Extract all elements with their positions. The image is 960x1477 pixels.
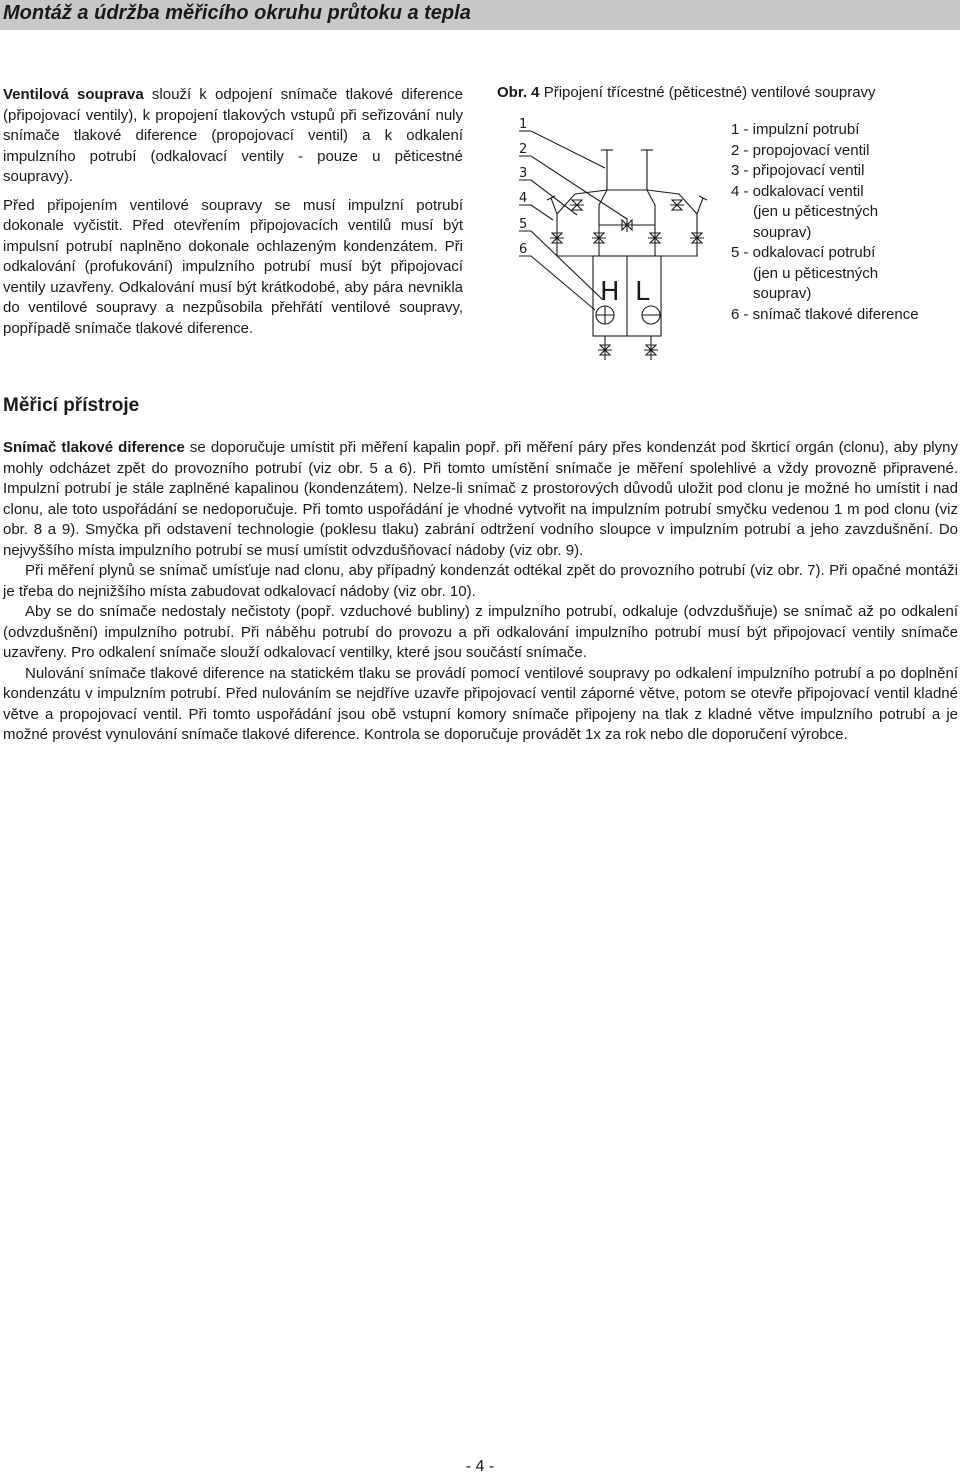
legend-item-6: 6 - snímač tlakové diference bbox=[731, 305, 919, 323]
legend-item-4-note-b: souprav) bbox=[753, 223, 812, 241]
leader-line-6 bbox=[519, 256, 595, 310]
legend-item-3: 3 - připojovací ventil bbox=[731, 162, 865, 179]
legend-item-4: 4 - odkalovací ventil bbox=[731, 182, 864, 200]
legend-item-4-note-a: (jen u pěticestných bbox=[753, 203, 879, 220]
legend-item-2: 2 - propojovací ventil bbox=[731, 141, 870, 159]
intro-lead-bold: Ventilová souprava bbox=[3, 86, 144, 103]
section-paragraph-1-text: se doporučuje umístit při měření kapalin popř. při měření páry přes kondenzát pod škrticí orgán (clonu), aby plyny mohly odcházet zpět do provozního potrubí (viz obr. 5 a 6). Při tomto umístění snímače je měření spolehlivé a vždy provozně připravené. Impulzní potrubí je stále zaplněné kapalinou (kondenzátem). Nelze-li snímač z prostorových důvodů uložit pod clonu je možné ho umístit i nad clonu, ale toto uspořádání se nedoporučuje. Při tomto uspořádání je vhodné vytvořit na impulzním potrubí smyčku vedenou 1 m pod clonu (viz obr. 8 a 9). Smyčka při odstavení technologie (poklesu tlaku) zabrání odtržení vodního sloupce v impulzním potrubí a jeho zavzdušnění. Do nejvyššího místa impulzního potrubí se musí umístit odvzdušňovací nádoby (viz obr. 9). bbox=[3, 439, 958, 559]
blowoff-stub-left bbox=[551, 198, 557, 214]
inner-right-pipe bbox=[647, 190, 655, 256]
legend-item-5-note-b: souprav) bbox=[753, 285, 812, 302]
connecting-valve-right-icon bbox=[670, 200, 684, 210]
figure-caption-text: Připojení třícestné (pěticestné) ventilové soupravy bbox=[539, 84, 876, 101]
sensor-chamber-h: H bbox=[600, 277, 620, 307]
intro-text bbox=[3, 85, 463, 339]
inner-left-pipe bbox=[599, 190, 607, 256]
section-paragraph-3: Aby se do snímače nedostaly nečistoty (popř. vzduchové bubliny) z impulzního potrubí, odkaluje (odvzdušňuje) se snímač až po odkalení (odvzdušnění) impulzního potrubí. Při náběhu potrubí do provozu a při odkalování impulzního potrubí musí být připojovací ventily snímače uzavřeny. Pro odkalení snímače slouží odkalovací ventilky, které jsou součástí snímače. bbox=[3, 603, 958, 661]
sensor-chamber-l: L bbox=[635, 277, 650, 307]
legend-item-5-note-a: (jen u pěticestných bbox=[753, 264, 879, 282]
intro-paragraph-1 bbox=[3, 85, 463, 188]
intro-paragraph-2: Před připojením ventilové soupravy se musí impulzní potrubí dokonale vyčistit. Před otevřením připojovacích ventilů musí být impulsní potrubí naplněno dokonale ochlazeným kondenzátem. Při odkalování (profukování) impulzního potrubí musí být připojovací ventily uzavřeny. Odkalování musí být krátkodobé, aby pára nevnikla do ventilové soupravy a nezpůsobila přehřátí ventilové soupravy, popřípadě snímače tlakové diference. bbox=[3, 196, 463, 337]
diagram-label-2: 2 bbox=[519, 142, 528, 157]
leader-line-3 bbox=[519, 180, 577, 215]
diagram-label-3: 3 bbox=[519, 166, 528, 181]
section-lead-bold: Snímač tlakové diference bbox=[3, 439, 185, 456]
figure-legend bbox=[731, 120, 919, 325]
diagram-label-6: 6 bbox=[519, 242, 528, 257]
section-heading: Měřicí přístroje bbox=[3, 395, 140, 416]
diagram-label-4: 4 bbox=[519, 191, 528, 206]
valve-manifold-diagram bbox=[505, 110, 720, 365]
diagram-label-5: 5 bbox=[519, 217, 528, 232]
diagram-label-1: 1 bbox=[519, 117, 528, 132]
page-number: - 4 - bbox=[465, 1458, 495, 1475]
legend-item-1: 1 - impulzní potrubí bbox=[731, 121, 860, 138]
blowoff-stub-right bbox=[697, 198, 703, 214]
figure-caption bbox=[497, 84, 876, 101]
section-text bbox=[3, 438, 958, 746]
section-paragraph-4: Nulování snímače tlakové diference na statickém tlaku se provádí pomocí ventilové soupravy po odkalení impulzního potrubí a po doplnění kondenzátu v impulzním potrubí. Před nulováním se nejdříve uzavře připojovací ventil záporné větve, potom se otevře připojovací ventil kladné větve a propojovací ventil. Při tomto uspořádání jsou obě vstupní komory snímače připojeny na tlak z kladné větve impulzního potrubí a je možné provést vynulování snímače tlakové diference. Kontrola se doporučuje provádět 1x za rok nebo dle doporučení výrobce. bbox=[3, 664, 958, 743]
intro-paragraph-1-text: slouží k odpojení snímače tlakové diference (připojovací ventily), k propojení tlakových vstupů při seřizování nuly snímače tlakové diference (propojovací ventil) a k odkalení impulzního potrubí (odkalovací ventily - pouze u pěticestné soupravy). bbox=[3, 86, 463, 185]
diagram-number-labels bbox=[519, 117, 527, 257]
connecting-valve-left-icon bbox=[570, 200, 584, 210]
section-paragraph-1 bbox=[3, 438, 958, 561]
figure-caption-label: Obr. 4 bbox=[497, 84, 540, 101]
leader-line-1 bbox=[519, 131, 605, 168]
legend-item-5: 5 - odkalovací potrubí bbox=[731, 244, 876, 261]
section-paragraph-2: Při měření plynů se snímač umísťuje nad clonu, aby případný kondenzát odtékal zpět do provozního potrubí (viz obr. 7). Při opačné montáži je třeba do nejnižšího místa zabudovat odkalovací nádoby (viz obr. 10). bbox=[3, 562, 958, 600]
page-title: Montáž a údržba měřicího okruhu průtoku a tepla bbox=[3, 2, 471, 24]
